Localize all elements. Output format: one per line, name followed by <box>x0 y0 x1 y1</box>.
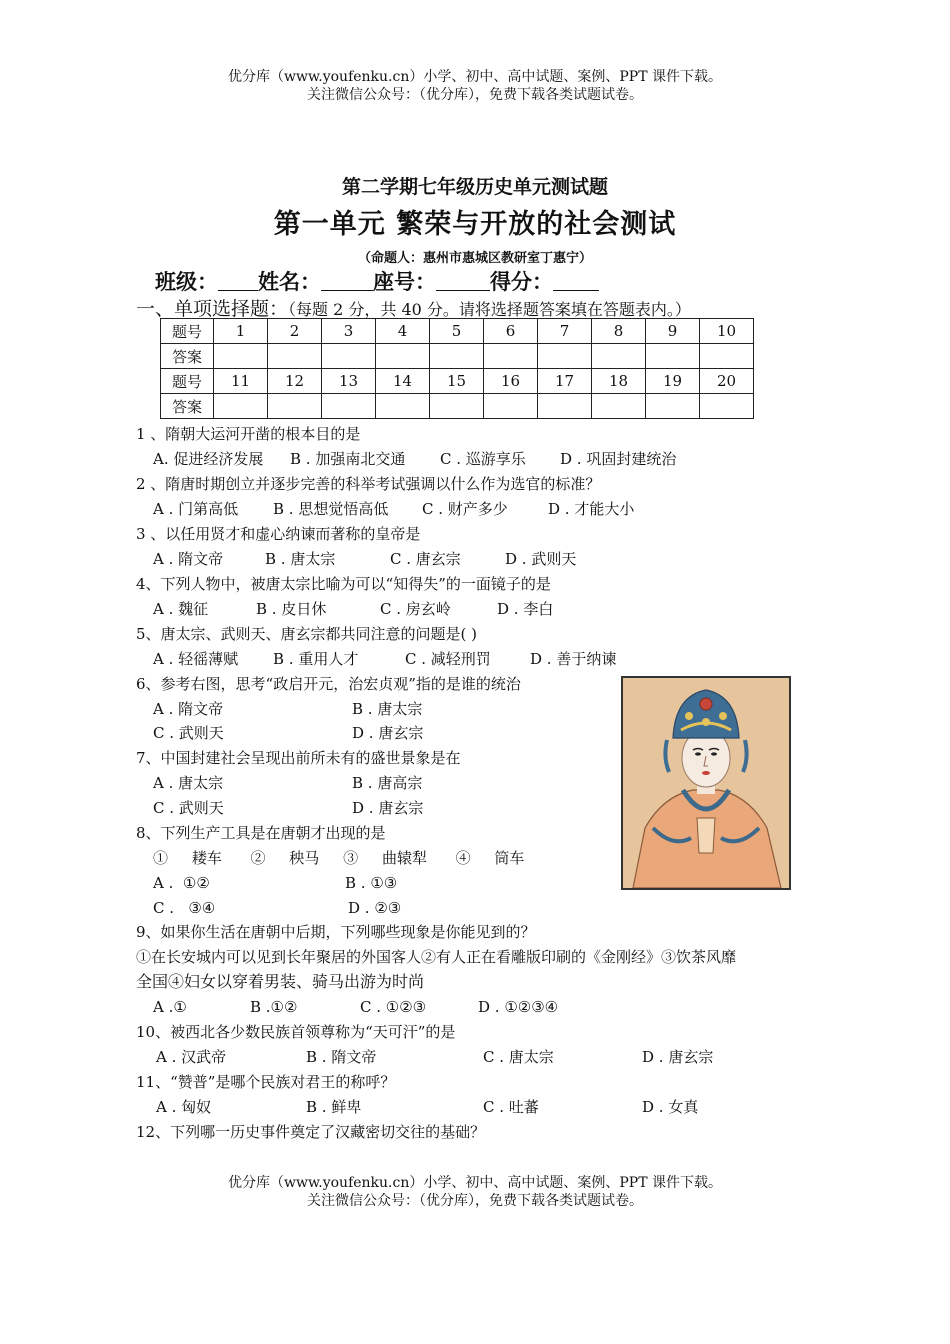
name-label: 姓名： <box>258 269 321 294</box>
question-4-option-b: B . 皮日休 <box>256 600 327 618</box>
question-1-option-b: B . 加强南北交通 <box>290 450 406 468</box>
question-2-option-c: C . 财产多少 <box>422 500 508 518</box>
question-3-option-d: D . 武则天 <box>505 550 577 568</box>
question-8-stem: 8、下列生产工具是在唐朝才出现的是 <box>136 824 386 842</box>
class-label: 班级： <box>155 269 218 294</box>
question-number: 4 <box>376 319 430 344</box>
question-8-option-c: C . ③④ <box>153 899 216 917</box>
answer-cell[interactable] <box>538 344 592 369</box>
question-3-option-a: A . 隋文帝 <box>153 550 224 568</box>
exam-title: 第二学期七年级历史单元测试题 <box>341 176 608 198</box>
question-11-option-c: C . 吐蕃 <box>483 1098 539 1116</box>
score-label: 得分： <box>490 269 553 294</box>
answer-cell[interactable] <box>538 394 592 419</box>
question-number: 7 <box>538 319 592 344</box>
question-5-option-a: A . 轻徭薄赋 <box>153 650 239 668</box>
question-number: 9 <box>646 319 700 344</box>
seat-blank[interactable] <box>436 270 490 291</box>
question-2-option-b: B . 思想觉悟高低 <box>273 500 389 518</box>
question-4-option-c: C . 房玄岭 <box>380 600 451 618</box>
page-header-line1: 优分库（www.youfenku.cn）小学、初中、高中试题、案例、PPT 课件下载。 <box>227 69 722 85</box>
student-info-line <box>155 266 599 296</box>
seat-label: 座号： <box>373 269 436 294</box>
empress-portrait-drawing <box>623 678 789 888</box>
question-number: 19 <box>646 369 700 394</box>
class-blank[interactable] <box>218 270 258 291</box>
answer-cell[interactable] <box>700 344 754 369</box>
question-number: 8 <box>592 319 646 344</box>
question-number: 16 <box>484 369 538 394</box>
answer-table <box>160 318 754 419</box>
question-8-items: ① 耧车 ② 秧马 ③ 曲辕犁 ④ 筒车 <box>153 849 525 867</box>
answer-label: 答案 <box>161 344 214 369</box>
question-number: 20 <box>700 369 754 394</box>
question-8-option-b: B . ①③ <box>345 874 398 892</box>
question-number: 2 <box>268 319 322 344</box>
question-7-stem: 7、中国封建社会呈现出前所未有的盛世景象是在 <box>136 749 461 767</box>
question-11-option-b: B . 鲜卑 <box>306 1098 362 1116</box>
question-11-option-a: A . 匈奴 <box>156 1098 212 1116</box>
question-7-option-b: B . 唐高宗 <box>352 774 423 792</box>
answer-cell[interactable] <box>376 344 430 369</box>
question-number: 11 <box>214 369 268 394</box>
question-6-option-c: C . 武则天 <box>153 724 224 742</box>
question-3-stem: 3 、以任用贤才和虚心纳谏而著称的皇帝是 <box>136 525 421 543</box>
question-11-stem: 11、“赞普”是哪个民族对君王的称呼？ <box>136 1073 396 1091</box>
answer-table-row <box>161 394 754 419</box>
section-label: 一、单项选择题： <box>136 298 289 320</box>
answer-cell[interactable] <box>322 394 376 419</box>
answer-cell[interactable] <box>484 394 538 419</box>
answer-cell[interactable] <box>268 344 322 369</box>
answer-cell[interactable] <box>214 394 268 419</box>
question-10-option-d: D . 唐玄宗 <box>642 1048 714 1066</box>
question-7-option-a: A . 唐太宗 <box>153 774 224 792</box>
question-9-line2: ①在长安城内可以见到长年聚居的外国客人②有人正在看雕版印刷的《金刚经》③饮茶风靡 <box>136 948 737 966</box>
answer-cell[interactable] <box>214 344 268 369</box>
question-number: 6 <box>484 319 538 344</box>
answer-cell[interactable] <box>322 344 376 369</box>
question-12-stem: 12、下列哪一历史事件奠定了汉藏密切交往的基础？ <box>136 1123 486 1141</box>
answer-cell[interactable] <box>376 394 430 419</box>
question-4-option-d: D . 李白 <box>497 600 554 618</box>
answer-table-row <box>161 344 754 369</box>
author-line: （命题人：惠州市惠城区教研室丁惠宁） <box>357 251 592 266</box>
answer-table-row <box>161 369 754 394</box>
question-5-option-c: C . 减轻刑罚 <box>405 650 491 668</box>
question-5-stem: 5、唐太宗、武则天、唐玄宗都共同注意的问题是( ) <box>136 625 478 643</box>
question-4-stem: 4、下列人物中，被唐太宗比喻为可以“知得失”的一面镜子的是 <box>136 575 551 593</box>
answer-cell[interactable] <box>646 344 700 369</box>
question-2-option-d: D . 才能大小 <box>548 500 635 518</box>
empress-portrait-icon <box>621 676 791 890</box>
answer-cell[interactable] <box>592 394 646 419</box>
question-number: 10 <box>700 319 754 344</box>
question-6-option-b: B . 唐太宗 <box>352 700 423 718</box>
question-5-option-b: B . 重用人才 <box>273 650 359 668</box>
question-number: 17 <box>538 369 592 394</box>
question-10-option-c: C . 唐太宗 <box>483 1048 554 1066</box>
section-heading <box>136 294 691 321</box>
page-header-line2: 关注微信公众号：（优分库），免费下载各类试题试卷。 <box>307 87 643 103</box>
question-2-stem: 2 、隋唐时期创立并逐步完善的科举考试强调以什么作为选官的标准？ <box>136 475 601 493</box>
question-6-option-d: D . 唐玄宗 <box>352 724 424 742</box>
question-number: 3 <box>322 319 376 344</box>
answer-label: 答案 <box>161 394 214 419</box>
question-11-option-d: D . 女真 <box>642 1098 699 1116</box>
question-3-option-b: B . 唐太宗 <box>265 550 336 568</box>
question-8-option-a: A . ①② <box>153 874 210 892</box>
question-3-option-c: C . 唐玄宗 <box>390 550 461 568</box>
question-number: 18 <box>592 369 646 394</box>
score-blank[interactable] <box>553 270 599 291</box>
question-10-stem: 10、被西北各少数民族首领尊称为“天可汗”的是 <box>136 1023 456 1041</box>
question-9-stem: 9、如果你生活在唐朝中后期，下列哪些现象是你能见到的？ <box>136 923 536 941</box>
question-9-line3: 全国④妇女以穿着男装、骑马出游为时尚 <box>136 972 425 991</box>
question-1-option-a: A. 促进经济发展 <box>153 450 264 468</box>
answer-cell[interactable] <box>646 394 700 419</box>
question-number: 14 <box>376 369 430 394</box>
question-6-option-a: A . 隋文帝 <box>153 700 224 718</box>
answer-cell[interactable] <box>592 344 646 369</box>
answer-cell[interactable] <box>484 344 538 369</box>
question-1-stem: 1 、隋朝大运河开凿的根本目的是 <box>136 425 361 443</box>
question-number-label: 题号 <box>161 319 214 344</box>
answer-cell[interactable] <box>430 394 484 419</box>
question-10-option-a: A . 汉武帝 <box>156 1048 227 1066</box>
question-number: 15 <box>430 369 484 394</box>
question-9-option-c: C . ①②③ <box>360 998 427 1016</box>
page-footer-line1: 优分库（www.youfenku.cn）小学、初中、高中试题、案例、PPT 课件下载。 <box>227 1175 722 1191</box>
answer-cell[interactable] <box>268 394 322 419</box>
question-number: 13 <box>322 369 376 394</box>
question-1-option-c: C . 巡游享乐 <box>440 450 526 468</box>
question-number-label: 题号 <box>161 369 214 394</box>
question-8-option-d: D . ②③ <box>348 899 402 917</box>
question-5-option-d: D . 善于纳谏 <box>530 650 617 668</box>
question-6-stem: 6、参考右图，思考“政启开元，治宏贞观”指的是谁的统治 <box>136 675 521 693</box>
name-blank[interactable] <box>321 270 373 291</box>
question-7-option-d: D . 唐玄宗 <box>352 799 424 817</box>
unit-title: 第一单元 繁荣与开放的社会测试 <box>273 209 677 240</box>
question-9-option-a: A .① <box>153 998 187 1016</box>
section-note: （每题 2 分，共 40 分。请将选择题答案填在答题表内。） <box>288 300 691 319</box>
question-7-option-c: C . 武则天 <box>153 799 224 817</box>
question-2-option-a: A . 门第高低 <box>153 500 239 518</box>
answer-table-row <box>161 319 754 344</box>
question-9-option-d: D . ①②③④ <box>478 998 559 1016</box>
page-footer-line2: 关注微信公众号：（优分库），免费下载各类试题试卷。 <box>307 1193 643 1209</box>
answer-cell[interactable] <box>700 394 754 419</box>
question-number: 5 <box>430 319 484 344</box>
answer-cell[interactable] <box>430 344 484 369</box>
question-number: 12 <box>268 369 322 394</box>
question-4-option-a: A . 魏征 <box>153 600 209 618</box>
question-9-option-b: B .①② <box>250 998 298 1016</box>
question-10-option-b: B . 隋文帝 <box>306 1048 377 1066</box>
question-number: 1 <box>214 319 268 344</box>
question-1-option-d: D . 巩固封建统治 <box>560 450 677 468</box>
